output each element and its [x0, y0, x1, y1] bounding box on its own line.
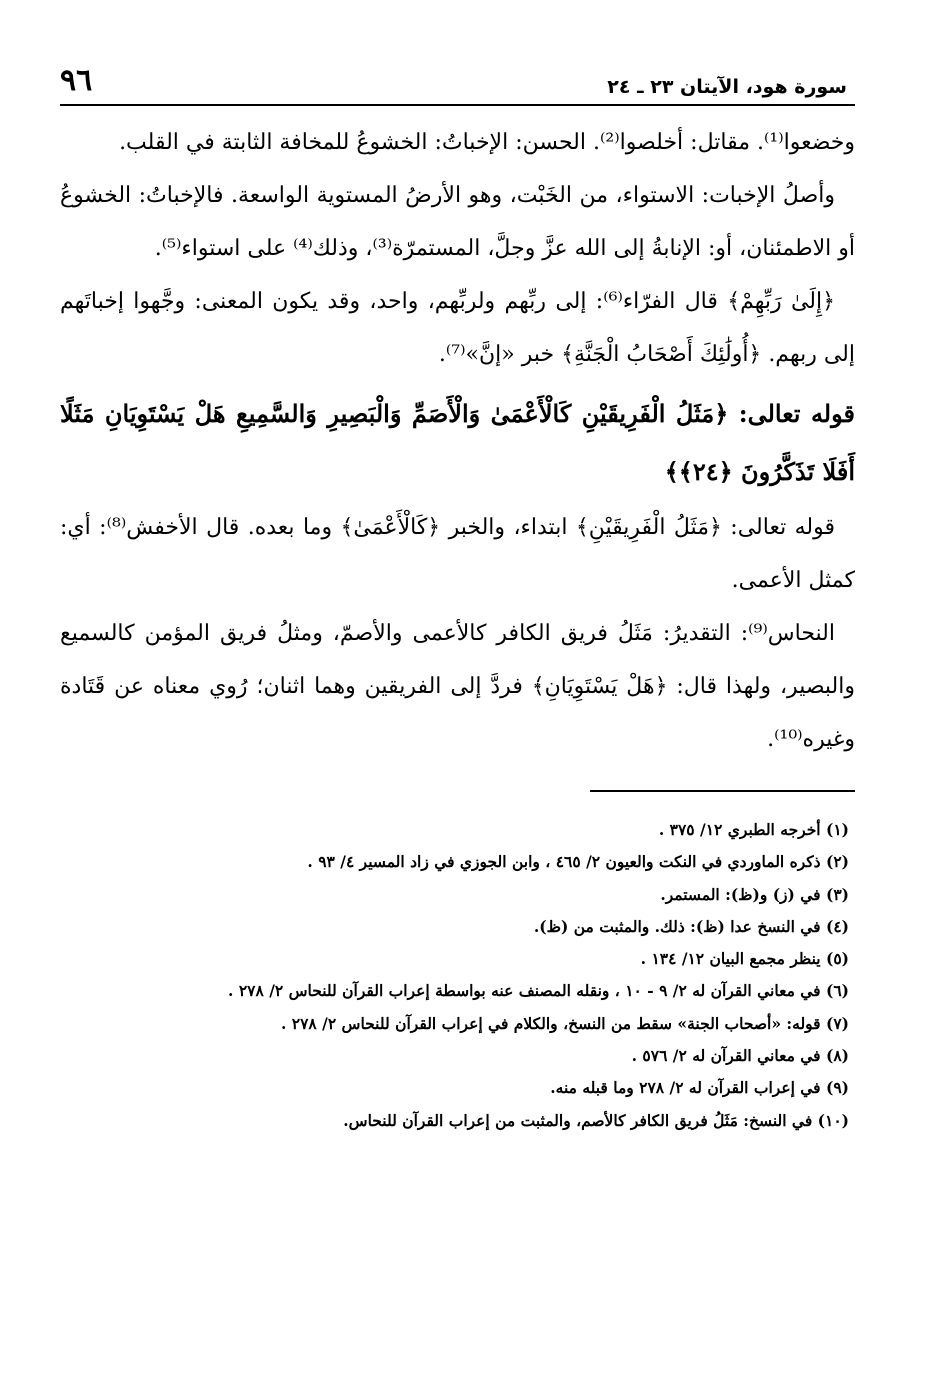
page-number: ٩٦	[60, 63, 93, 98]
main-text	[60, 116, 855, 766]
footnotes	[60, 814, 855, 1137]
paragraph: وخضعوا⁽¹⁾. مقاتل: أخلصوا⁽²⁾. الحسن: الإخباتُ: الخشوعُ للمخافة الثابتة في القلب.	[119, 130, 855, 155]
footnote: (١٠) في النسخ: مَثَلُ فريق الكافر كالأصم، والمثبت من إعراب القرآن للنحاس.	[343, 1110, 849, 1130]
paragraph: قوله تعالى: ﴿مَثَلُ الْفَرِيقَيْنِ﴾ ابتداء، والخبر ﴿كَالْأَعْمَىٰ﴾ وما بعده. قال الأخفش⁽⁸⁾: أي: كمثل الأعمى.	[60, 515, 855, 593]
footnote: (٩) في إعراب القرآن له ٢/ ٢٧٨ وما قبله منه.	[550, 1078, 849, 1098]
paragraph: النحاس⁽⁹⁾: التقديرُ: مَثَلُ فريق الكافر كالأعمى والأصمّ، ومثلُ فريق المؤمن كالسميع والبصير، ولهذا قال: ﴿هَلْ يَسْتَوِيَانِ﴾ فردَّ إلى الفريقين وهما اثنان؛ رُوي معناه عن قَتَادة وغيره⁽¹⁰⁾.	[60, 621, 855, 752]
running-title: سورة هود، الآيتان ٢٣ ـ ٢٤	[607, 76, 847, 98]
footnote: (٣) في (ز) و(ظ): المستمر.	[660, 884, 849, 904]
footnote: (٧) قوله: «أصحاب الجنة» سقط من النسخ، والكلام في إعراب القرآن للنحاس ٢/ ٢٧٨ .	[280, 1013, 849, 1033]
footnote: (٤) في النسخ عدا (ظ): ذلك. والمثبت من (ظ).	[533, 916, 849, 936]
paragraph: ﴿إِلَىٰ رَبِّهِمْ﴾ قال الفرّاء⁽⁶⁾: إلى ربِّهم ولربِّهم، واحد، وقد يكون المعنى: وجَّهوا إخباتَهم إلى ربهم. ﴿أُولَٰئِكَ أَصْحَابُ الْجَنَّةِ﴾ خبر «إنَّ»⁽⁷⁾.	[60, 289, 855, 367]
footnote: (٢) ذكره الماوردي في النكت والعيون ٢/ ٤٦٥ ، وابن الجوزي في زاد المسير ٤/ ٩٣ .	[307, 852, 849, 872]
footnote: (٥) ينظر مجمع البيان ١٢/ ١٣٤ .	[640, 949, 849, 969]
footnote-separator	[590, 790, 855, 792]
paragraph: وأصلُ الإخبات: الاستواء، من الخَبْت، وهو الأرضُ المستوية الواسعة. فالإخباتُ: الخشوعُ أو الاطمئنان، أو: الإنابةُ إلى الله عزَّ وجلَّ، المستمرّة⁽³⁾، وذلك⁽⁴⁾ على استواء⁽⁵⁾.	[60, 183, 855, 261]
footnote: (١) أخرجه الطبري ١٢/ ٣٧٥ .	[658, 820, 849, 839]
verse-heading: قوله تعالى: ﴿مَثَلُ الْفَرِيقَيْنِ كَالْأَعْمَىٰ وَالْأَصَمِّ وَالْبَصِيرِ وَالسَّمِيعِ هَلْ يَسْتَوِيَانِ مَثَلًا أَفَلَا تَذَكَّرُونَ ﴿٢٤﴾﴾	[60, 399, 855, 486]
footnote: (٨) في معاني القرآن له ٢/ ٥٧٦ .	[631, 1046, 849, 1066]
book-page	[60, 50, 855, 1137]
footnote: (٦) في معاني القرآن له ٢/ ٩ - ١٠ ، ونقله المصنف عنه بواسطة إعراب القرآن للنحاس ٢/ ٢٧٨ .	[228, 981, 849, 1001]
page-header	[60, 50, 855, 106]
